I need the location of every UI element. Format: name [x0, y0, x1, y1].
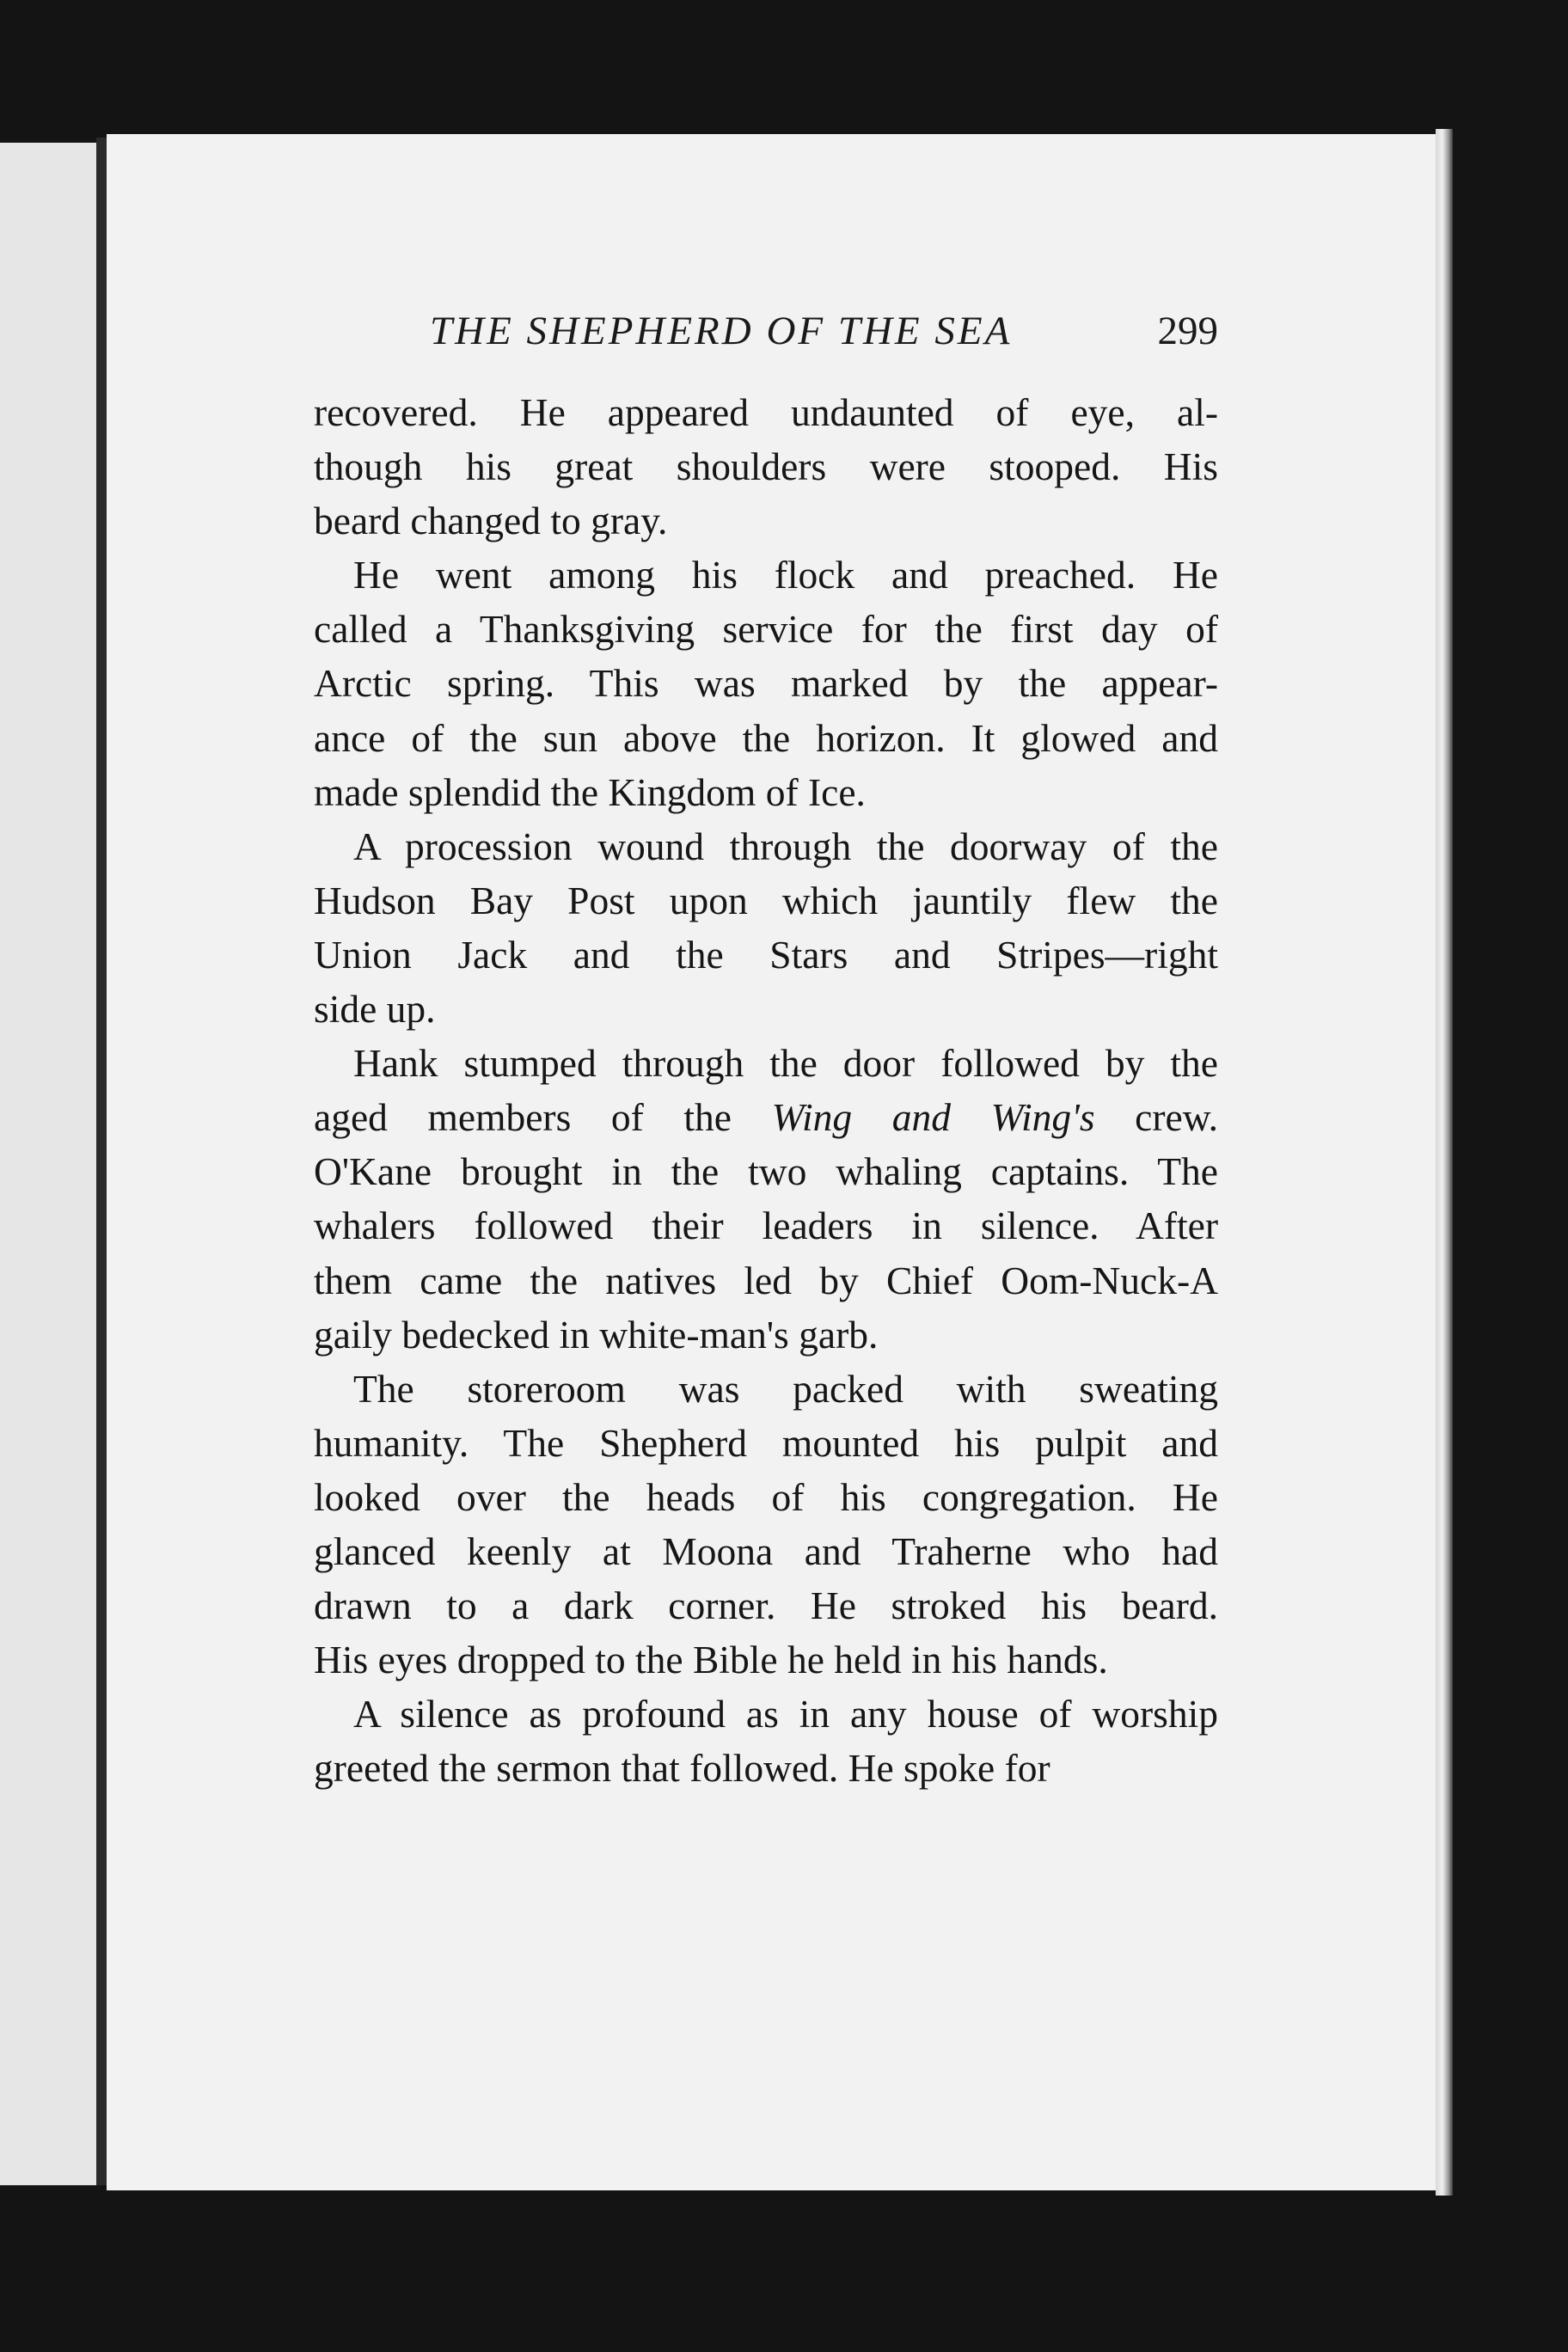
page-fore-edge [1436, 129, 1453, 2196]
body-text [314, 385, 1218, 1795]
text-line: The storeroom was packed with sweating [353, 1366, 1218, 1411]
text-line: beard changed to gray. [314, 499, 668, 543]
running-head [314, 308, 1218, 368]
text-line: Union Jack and the Stars and Stripes—right [314, 932, 1218, 977]
facing-page-edge [0, 143, 96, 2185]
text-line: called a Thanksgiving service for the first day of [314, 607, 1218, 652]
text-line: He went among his flock and preached. He [353, 553, 1218, 597]
text-line: His eyes dropped to the Bible he held in his hands. [314, 1638, 1108, 1682]
book-gutter [96, 138, 107, 2185]
text-line: Hank stumped through the door followed by the [353, 1041, 1218, 1086]
text-line: glanced keenly at Moona and Traherne who had [314, 1528, 1218, 1573]
text-run: crew. [1094, 1095, 1218, 1140]
paragraph [314, 1687, 1218, 1795]
text-line: O'Kane brought in the two whaling captains. The [314, 1149, 1218, 1194]
text-line: gaily bedecked in white-man's garb. [314, 1312, 879, 1357]
text-line: A silence as profound as in any house of worship [353, 1692, 1218, 1736]
paragraph [314, 548, 1218, 818]
paragraph [314, 819, 1218, 1036]
page-number: 299 [1157, 309, 1218, 353]
text-line: side up. [314, 987, 436, 1032]
text-line: looked over the heads of his congregation. He [314, 1474, 1218, 1519]
paragraph [314, 1036, 1218, 1362]
text-line: A procession wound through the doorway of the [353, 824, 1218, 868]
text-line: drawn to a dark corner. He stroked his beard. [314, 1583, 1218, 1628]
text-line: ance of the sun above the horizon. It glowed and [314, 715, 1218, 760]
paragraph [314, 385, 1218, 548]
text-line: recovered. He appeared undaunted of eye, al- [314, 390, 1218, 434]
running-title: THE SHEPHERD OF THE SEA [430, 309, 1013, 353]
text-line: humanity. The Shepherd mounted his pulpit and [314, 1420, 1218, 1465]
text-line: Arctic spring. This was marked by the appear- [314, 661, 1218, 706]
text-run: aged members of the [314, 1095, 772, 1140]
text-line: them came the natives led by Chief Oom-Nuck-A [314, 1258, 1218, 1302]
text-line: Hudson Bay Post upon which jauntily flew the [314, 878, 1218, 922]
text-line: whalers followed their leaders in silence. After [314, 1204, 1218, 1248]
text-line [314, 1090, 1218, 1144]
ship-name-italic: Wing and Wing's [771, 1095, 1095, 1140]
text-line: greeted the sermon that followed. He spoke for [314, 1746, 1050, 1791]
paragraph [314, 1362, 1218, 1687]
text-line: though his great shoulders were stooped. His [314, 444, 1218, 489]
text-line: made splendid the Kingdom of Ice. [314, 769, 866, 814]
